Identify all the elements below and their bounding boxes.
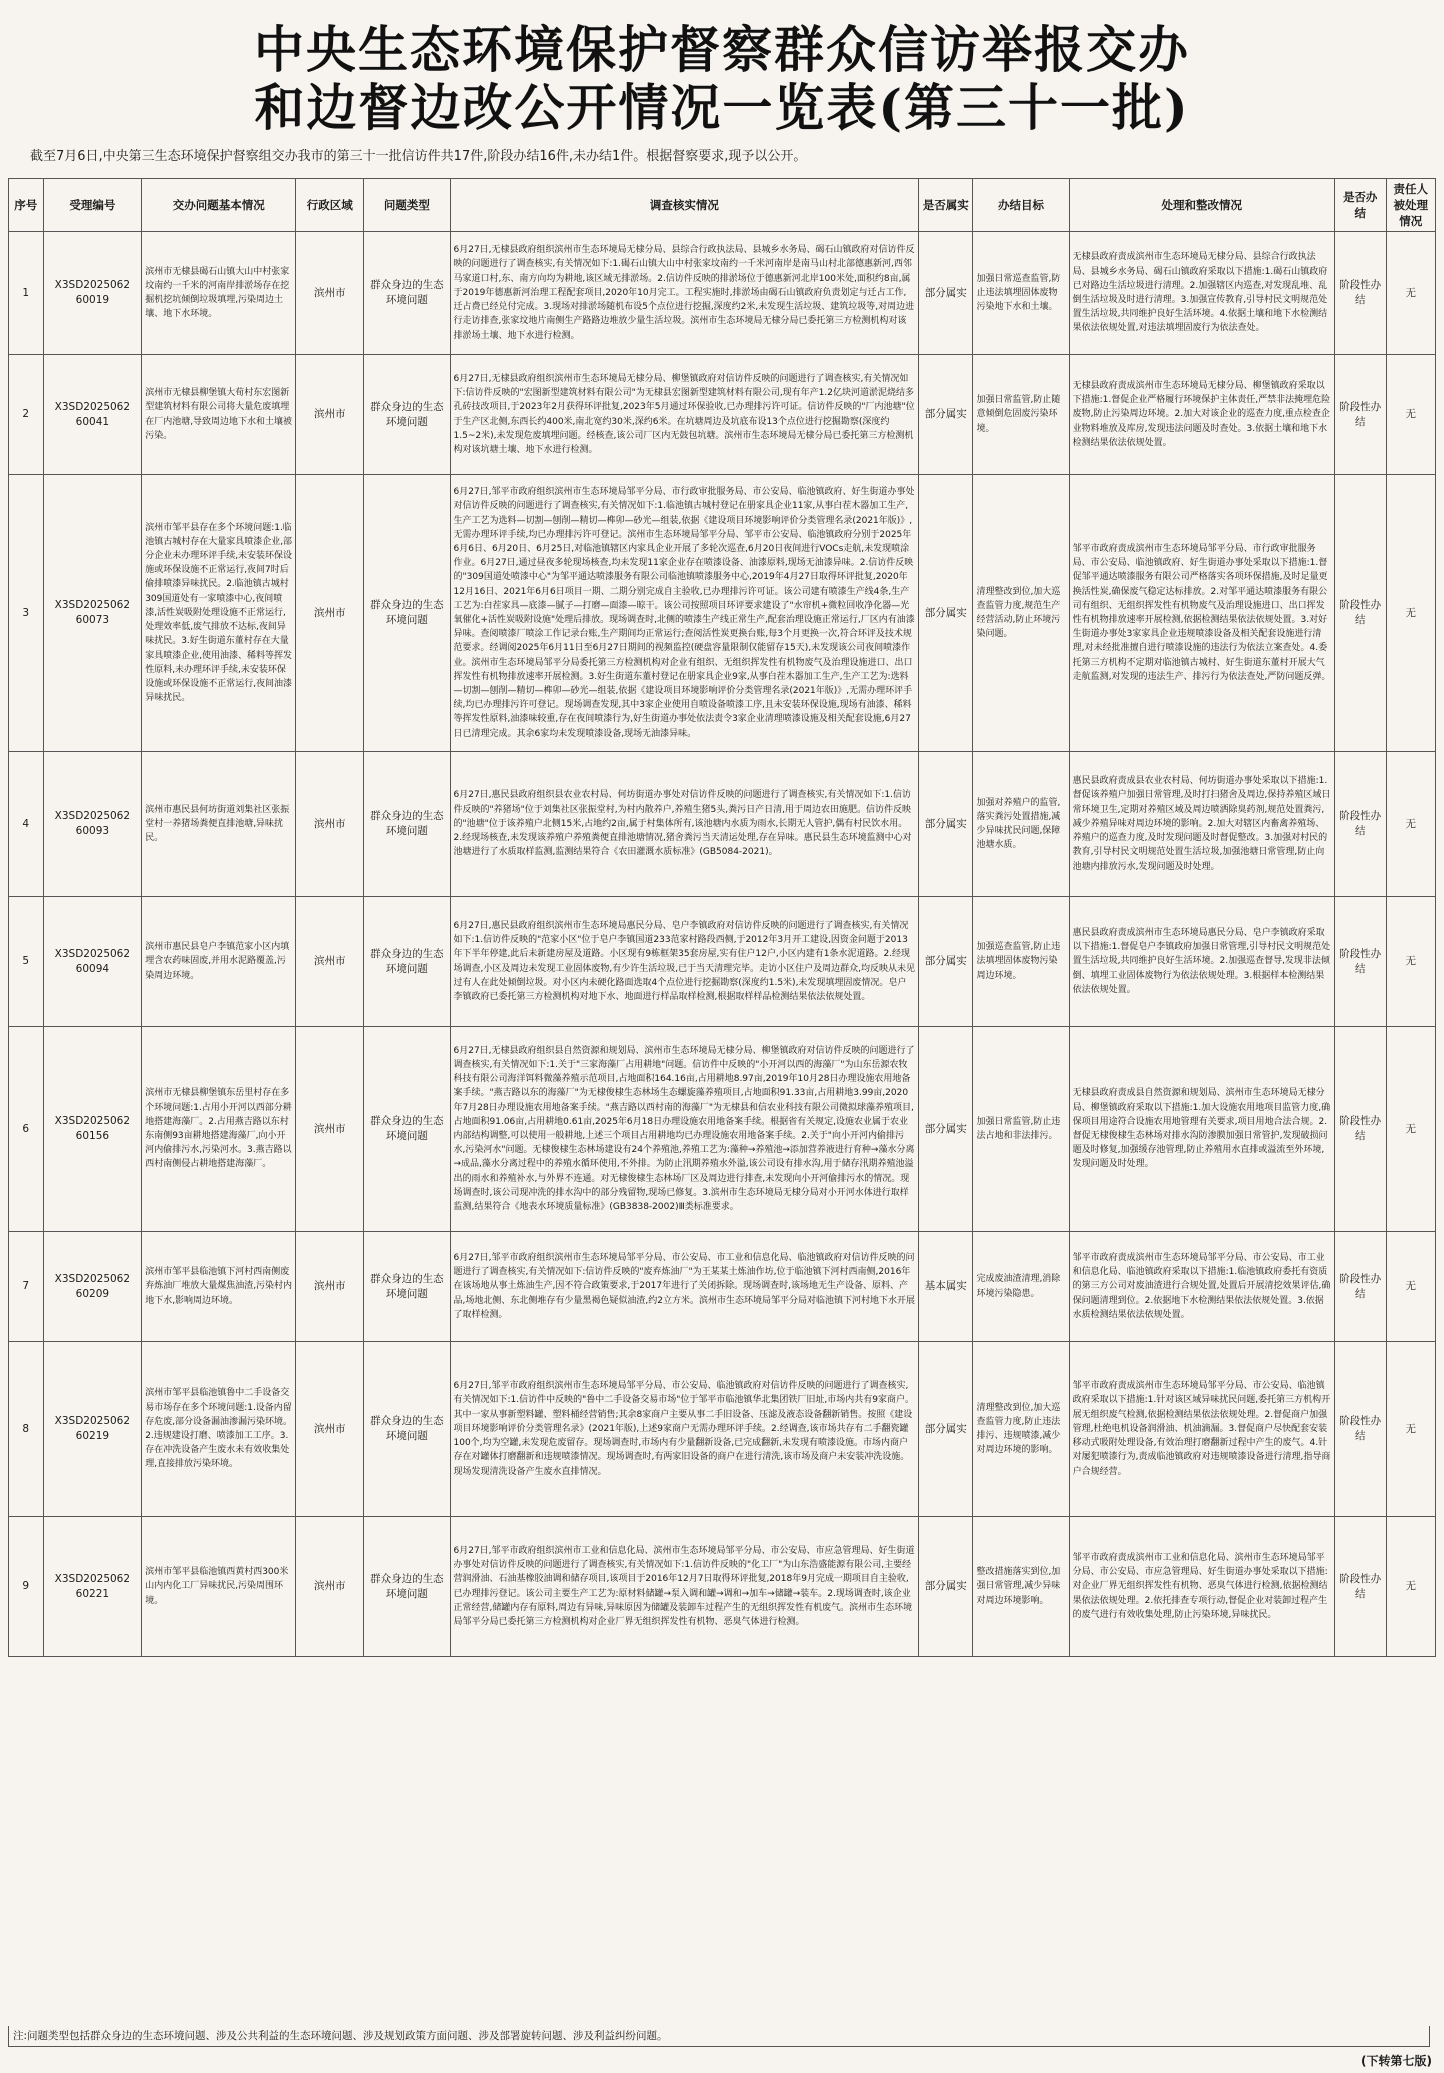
- header-type: 问题类型: [364, 179, 450, 232]
- cell-id: X3SD2025062 60093: [43, 752, 142, 897]
- cell-true: 部分属实: [919, 1342, 973, 1517]
- cell-no: 6: [9, 1027, 44, 1232]
- cell-basic: 滨州市惠民县皂户李镇范家小区内填埋含农药味固废,并用水泥路覆盖,污染周边环境。: [142, 897, 296, 1027]
- cell-punish: 无: [1386, 1027, 1435, 1232]
- cell-type: 群众身边的生态环境问题: [364, 1232, 450, 1342]
- footnote: 注:问题类型包括群众身边的生态环境问题、涉及公共利益的生态环境问题、涉及规划政策方面问题、涉及部署旋转问题、涉及利益纠纷问题。: [8, 2026, 1430, 2047]
- cell-region: 滨州市: [296, 1027, 364, 1232]
- cell-basic: 滨州市无棣县柳堡镇东岳里村存在多个环境问题:1.占用小开河以西部分耕地搭建海藻厂。2.占用燕吉路以东村东南侧93亩耕地搭建海藻厂,向小开河内偷排污水,污染河水。3.燕吉路以西村南侧侵占耕地搭建海藻厂。: [142, 1027, 296, 1232]
- cell-goal: 完成废油渣清理,消除环境污染隐患。: [973, 1232, 1069, 1342]
- cell-true: 基本属实: [919, 1232, 973, 1342]
- cell-region: 滨州市: [296, 1342, 364, 1517]
- table-header-row: [9, 179, 1436, 232]
- cell-done: 阶段性办结: [1334, 475, 1386, 752]
- cell-region: 滨州市: [296, 355, 364, 475]
- cell-basic: 滨州市邹平县临池镇下河村西南侧废弃炼油厂堆放大量煤焦油渣,污染村内地下水,影响周边环境。: [142, 1232, 296, 1342]
- cell-id: X3SD2025062 60209: [43, 1232, 142, 1342]
- cell-rectify: 无棣县政府责成滨州市生态环境局无棣分局、柳堡镇政府采取以下措施:1.督促企业严格履行环境保护主体责任,严禁非法掩埋危险废物,防止污染周边环境。2.加大对该企业的巡查力度,重点检查企业物料堆放及库房,发现违法问题及时查处。3.依据土壤和地下水检测结果依法依规处置。: [1069, 355, 1334, 475]
- cell-id: X3SD2025062 60156: [43, 1027, 142, 1232]
- cell-punish: 无: [1386, 232, 1435, 355]
- cell-rectify: 邹平市政府责成滨州市生态环境局邹平分局、市行政审批服务局、市公安局、临池镇政府、好生街道办事处采取以下措施:1.督促邹平通达喷漆服务有限公司严格落实各项环保措施,及时足量更换活性炭,确保废气稳定达标排放。2.对邹平通达喷漆服务有限公司有组织、无组织挥发性有机物废气及治理设施进口、出口挥发性有机物排放速率开展检测,依据检测结果依法依规处置。3.对好生街道办事处3家家具企业违规喷漆设备及相关配套设施进行清理,对未经批准擅自进行喷漆设施的违法行为依法立案查处。4.委托第三方机构不定期对临池镇古城村、好生街道东董村开展大气走航监测,对发现的违法生产、排污行为依法查处,严防问题反弹。: [1069, 475, 1334, 752]
- cell-rectify: 邹平市政府责成滨州市工业和信息化局、滨州市生态环境局邹平分局、市公安局、市应急管理局、好生街道办事处采取以下措施:对企业厂界无组织挥发性有机物、恶臭气体进行检测,依据检测结果依法依规处理。2.依托排查专项行动,督促企业对装卸过程产生的废气进行有效收集处理,防止污染环境,异味扰民。: [1069, 1517, 1334, 1657]
- header-rectify: 处理和整改情况: [1069, 179, 1334, 232]
- table-row: [9, 1517, 1436, 1657]
- table-row: [9, 475, 1436, 752]
- cell-done: 阶段性办结: [1334, 1027, 1386, 1232]
- cell-basic: 滨州市无棣县柳堡镇大荀村东宏图新型建筑材料有限公司将大量危废填埋在厂内池塘,导致周边地下水和土壤被污染。: [142, 355, 296, 475]
- cell-true: 部分属实: [919, 752, 973, 897]
- cell-basic: 滨州市邹平县临池镇鲁中二手设备交易市场存在多个环境问题:1.设备内留存危废,部分设备漏油渗漏污染环境。2.违规建设打磨、喷漆加工工序。3.存在冲洗设备产生废水未有效收集处理,直接排放污染环境。: [142, 1342, 296, 1517]
- cell-no: 9: [9, 1517, 44, 1657]
- cell-rectify: 邹平市政府责成滨州市生态环境局邹平分局、市公安局、临池镇政府采取以下措施:1.针对该区域异味扰民问题,委托第三方机构开展无组织废气检测,依据检测结果依法依规处理。2.督促商户加强管理,杜绝电机设备润滑油、机油滴漏。3.督促商户尽快配套安装移动式吸附处理设备,有效治理打磨翻新过程中产生的废气。4.针对屡犯喷漆行为,责成临池镇政府对违规喷漆设备进行清理,指导商户合规经营。: [1069, 1342, 1334, 1517]
- cell-basic: 滨州市邹平县临池镇西黄村西300米山内内化工厂异味扰民,污染周围环境。: [142, 1517, 296, 1657]
- cell-done: 阶段性办结: [1334, 897, 1386, 1027]
- cell-investigation: 6月27日,邹平市政府组织滨州市工业和信息化局、滨州市生态环境局邹平分局、市公安局、市应急管理局、好生街道办事处对信访件反映的问题进行了调查核实,有关情况如下:1.信访件反映的"化工厂"为山东浩盛能源有限公司,主要经营润滑油、石油基橡胶油调和储存项目,该项目于2016年12月7日取得环评批复,2018年9月完成一期项目自主验收,已办理排污登记。该公司主要生产工艺为:原材料储罐→泵入调和罐→调和→加车→储罐→装车。2.现场调查时,该企业正常经营,储罐内存有原料,周边有异味,异味原因为储罐及装卸车过程产生的无组织挥发性有机废气。滨州市生态环境局邹平分局已委托第三方检测机构对企业厂界无组织挥发性有机物、恶臭气体进行检测。: [450, 1517, 919, 1657]
- cell-done: 阶段性办结: [1334, 752, 1386, 897]
- table-row: [9, 1027, 1436, 1232]
- table-row: [9, 897, 1436, 1027]
- cell-goal: 清理整改到位,加大巡查监管力度,规范生产经营活动,防止环境污染问题。: [973, 475, 1069, 752]
- cell-punish: 无: [1386, 1232, 1435, 1342]
- intro-paragraph: 截至7月6日,中央第三生态环境保护督察组交办我市的第三十一批信访件共17件,阶段办结16件,未办结1件。根据督察要求,现予以公开。: [30, 149, 807, 164]
- cell-true: 部分属实: [919, 355, 973, 475]
- cell-type: 群众身边的生态环境问题: [364, 1027, 450, 1232]
- cell-punish: 无: [1386, 897, 1435, 1027]
- table-row: [9, 232, 1436, 355]
- cell-basic: 滨州市无棣县碣石山镇大山中村张家坟南约一千米的河南岸排淤场存在挖掘机挖坑倾倒垃圾填埋,污染周边土壤、地下水环境。: [142, 232, 296, 355]
- cell-goal: 加强日常监管,防止违法占地和非法排污。: [973, 1027, 1069, 1232]
- petition-table: [8, 178, 1436, 1657]
- cell-id: X3SD2025062 60073: [43, 475, 142, 752]
- cell-region: 滨州市: [296, 475, 364, 752]
- page-title-line-1: 中央生态环境保护督察群众信访举报交办: [254, 20, 1190, 79]
- header-investigation: 调查核实情况: [450, 179, 919, 232]
- continued-label: (下转第七版): [1361, 2054, 1432, 2068]
- cell-rectify: 惠民县政府责成县农业农村局、何坊街道办事处采取以下措施:1.督促该养殖户加强日常管理,及时打扫猪舍及周边,保持养殖区域日常环境卫生,定期对养殖区域及周边喷洒除臭药剂,规范处置粪污,减少养殖异味对周边环境的影响。2.加大对辖区内畜禽养殖场、养殖户的巡查力度,及时发现问题及时督促整改。3.加强对村民的教育,引导村民文明规范处置生活垃圾,加强池塘日常管理,防止向池塘内排放污水,发现问题及时处理。: [1069, 752, 1334, 897]
- cell-region: 滨州市: [296, 1232, 364, 1342]
- cell-investigation: 6月27日,惠民县政府组织县农业农村局、何坊街道办事处对信访件反映的问题进行了调查核实,有关情况如下:1.信访件反映的"养猪场"位于刘集社区张振堂村,为村内散养户,养殖生猪5头,粪污日产日清,用于周边农田施肥。信访件反映的"池塘"位于该养殖户北侧15米,占地约2亩,属于村集体所有,该池塘内水质为雨水,长期无人管护,偶有村民饮水用。2.经现场核查,未发现该养殖户养殖粪便直排池塘情况,猪舍粪污当天清运处理,存在异味。惠民县生态环境监测中心对池塘进行了水质取样监测,监测结果符合《农田灌溉水质标准》(GB5084-2021)。: [450, 752, 919, 897]
- header-region: 行政区域: [296, 179, 364, 232]
- cell-type: 群众身边的生态环境问题: [364, 355, 450, 475]
- cell-no: 3: [9, 475, 44, 752]
- cell-region: 滨州市: [296, 752, 364, 897]
- cell-true: 部分属实: [919, 232, 973, 355]
- table-row: [9, 355, 1436, 475]
- cell-id: X3SD2025062 60094: [43, 897, 142, 1027]
- table-row: [9, 1342, 1436, 1517]
- header-basic: 交办问题基本情况: [142, 179, 296, 232]
- cell-id: X3SD2025062 60219: [43, 1342, 142, 1517]
- cell-basic: 滨州市邹平县存在多个环境问题:1.临池镇古城村存在大量家具喷漆企业,部分企业未办理环评手续,未安装环保设施或环保设施不正常运行,夜间7时后偷排喷漆异味扰民。2.临池镇古城村309国道处有一家喷漆中心,夜间喷漆,活性炭吸附处理设施不正常运行,处理效率低,废气排放不达标,夜间异味扰民。3.好生街道东董村存在大量家具喷漆企业,使用油漆、稀料等挥发性原料,未办理环评手续,未安装环保设施或环保设施不正常运行,夜间油漆异味扰民。: [142, 475, 296, 752]
- cell-done: 阶段性办结: [1334, 1232, 1386, 1342]
- cell-investigation: 6月27日,邹平市政府组织滨州市生态环境局邹平分局、市行政审批服务局、市公安局、临池镇政府、好生街道办事处对信访件反映的问题进行了调查核实,有关情况如下:1.临池镇古城村登记在册家具企业11家,从事白茬木器加工生产,生产工艺为选料—切割—刨削—精切—榫卯—砂光—组装,依据《建设项目环境影响评价分类管理名录(2021年版)》,无需办理环评手续,均已办理排污许可登记。滨州市生态环境局邹平分局、邹平市公安局、临池镇政府分别于2025年6月6日、6月20日、6月25日,对临池镇辖区内家具企业开展了多轮次巡查,6月20日夜间进行VOCs走航,未发现喷涂作业。6月27日,通过昼夜多轮现场核查,均未发现11家企业存在喷漆设备、油漆原料,现场无油漆异味。2.信访件反映的"309国道处喷漆中心"为邹平通达喷漆服务有限公司临池镇喷漆服务中心,2019年4月27日取得环评批复,2020年12月16日、2021年6月6日项目一期、二期分别完成自主验收,已办理排污许可证。该公司建有喷漆生产线4条,生产工艺为:白茬家具—底漆—腻子—打磨—面漆—晾干。该公司按照项目环评要求建设了"水帘机+微粒回收净化器—光氧催化+活性炭吸附设施"处理后排放。现场调查时,北侧的喷漆生产线正常生产,配套治理设施正常运行,厂区内有油漆异味。查阅喷漆厂喷涂工作记录台账,生产期间均正常运行;查阅活性炭更换台账,每3个月更换一次,符合环评及技术规范要求。经调阅2025年6月11日至6月27日期间的视频监控(硬盘容量限制仅能留存15天),未发现该公司夜间喷漆作业。滨州市生态环境局邹平分局委托第三方检测机构对企业有组织、无组织挥发性有机物废气及治理设施进口、出口挥发性有机物排放速率开展检测。3.好生街道东董村登记在册家具企业9家,从事白茬木器加工生产,生产工艺为:选料—切割—刨削—精切—榫卯—砂光—组装,依据《建设项目环境影响评价分类管理名录(2021年版)》,无需办理环评手续,均已办理排污许可登记。现场调查发现,其中3家企业使用自喷设备喷漆工序,且未安装环保设施,现场有油漆、稀料等挥发性原料,油漆味较重,存在夜间喷漆行为,好生街道办事处依法责令3家企业清理喷漆设施及相关配套设施,6月27日已清理完成。其余6家均未发现喷漆设备,现场无油漆异味。: [450, 475, 919, 752]
- cell-no: 1: [9, 232, 44, 355]
- cell-done: 阶段性办结: [1334, 232, 1386, 355]
- cell-type: 群众身边的生态环境问题: [364, 752, 450, 897]
- cell-id: X3SD2025062 60221: [43, 1517, 142, 1657]
- cell-punish: 无: [1386, 1342, 1435, 1517]
- cell-region: 滨州市: [296, 897, 364, 1027]
- cell-true: 部分属实: [919, 475, 973, 752]
- cell-type: 群众身边的生态环境问题: [364, 1517, 450, 1657]
- cell-rectify: 无棣县政府责成滨州市生态环境局无棣分局、县综合行政执法局、县城乡水务局、碣石山镇政府采取以下措施:1.碣石山镇政府已对路边生活垃圾进行清理。2.加强辖区内巡查,对发现乱堆、乱倒生活垃圾及时进行清理。3.加强宣传教育,引导村民文明规范处置生活垃圾,共同维护良好生活环境。4.依据土壤和地下水检测结果依法依规处置,对违法填埋固废行为依法查处。: [1069, 232, 1334, 355]
- cell-done: 阶段性办结: [1334, 355, 1386, 475]
- cell-type: 群众身边的生态环境问题: [364, 897, 450, 1027]
- cell-done: 阶段性办结: [1334, 1517, 1386, 1657]
- cell-id: X3SD2025062 60019: [43, 232, 142, 355]
- cell-investigation: 6月27日,邹平市政府组织滨州市生态环境局邹平分局、市公安局、市工业和信息化局、临池镇政府对信访件反映的问题进行了调查核实,有关情况如下:信访件反映的"废弃炼油厂"为王某某土炼油作坊,位于临池镇下河村西南侧,2016年在该场地从事土炼油生产,因不符合政策要求,于2017年进行了关闭拆除。现场调查时,该场地无生产设备、原料、产品,场地北侧、东北侧堆存有少量黑褐色疑似油渣,约2立方米。滨州市生态环境局邹平分局对临池镇下河村地下水开展了取样检测。: [450, 1232, 919, 1342]
- header-punish: 责任人被处理情况: [1386, 179, 1435, 232]
- cell-goal: 加强日常监管,防止随意倾倒危固废污染环境。: [973, 355, 1069, 475]
- cell-true: 部分属实: [919, 1517, 973, 1657]
- cell-type: 群众身边的生态环境问题: [364, 475, 450, 752]
- cell-rectify: 邹平市政府责成滨州市生态环境局邹平分局、市公安局、市工业和信息化局、临池镇政府采取以下措施:1.临池镇政府委托有资质的第三方公司对废油渣进行合规处置,处置后开展清挖效果评估,确保问题清理到位。2.依据地下水检测结果依法依规处置。3.依据水质检测结果依法依规处置。: [1069, 1232, 1334, 1342]
- cell-no: 8: [9, 1342, 44, 1517]
- cell-rectify: 无棣县政府责成县自然资源和规划局、滨州市生态环境局无棣分局、柳堡镇政府采取以下措施:1.加大设施农用地项目监管力度,确保项目用途符合设施农用地管理有关要求,项目用地合法合规。2.督促无棣俊棣生态林场对排水沟防渗膜加强日常管护,发现破损问题及时修复,加强缓存池管理,防止养殖用水直排或溢流至外环境,发现问题及时处理。: [1069, 1027, 1334, 1232]
- cell-investigation: 6月27日,无棣县政府组织滨州市生态环境局无棣分局、柳堡镇政府对信访件反映的问题进行了调查核实,有关情况如下:信访件反映的"宏图新型建筑材料有限公司"为无棣县宏图新型建筑材料有限公司,现有年产1.2亿块河道淤泥烧结多孔砖技改项目,于2023年2月获得环评批复,2023年5月通过环保验收,已办理排污许可证。信访件反映的"厂内池塘"位于生产区北侧,东西长约400米,南北宽约30米,深约6米。在坑塘周边及坑底布设13个点位进行挖掘勘察(深度约1.5~2米),未发现危废填埋问题。经核查,该公司厂区内无鼓包坑塘。滨州市生态环境局无棣分局已委托第三方检测机构对该坑塘土壤、地下水进行检测。: [450, 355, 919, 475]
- page-title-line-2: 和边督边改公开情况一览表(第三十一批): [254, 78, 1190, 137]
- table-row: [9, 752, 1436, 897]
- cell-investigation: 6月27日,惠民县政府组织滨州市生态环境局惠民分局、皂户李镇政府对信访件反映的问题进行了调查核实,有关情况如下:1.信访件反映的"范家小区"位于皂户李镇国道233范家村路段西侧,于2012年3月开工建设,因资金问题于2013年下半年停建,此后未新建房屋及道路。小区现有9栋框架35套房屋,实有住户12户,小区内建有1条水泥道路。2.经现场调查,小区及周边未发现工业固体废物,有少许生活垃圾,已于当天清理完毕。走访小区住户及周边群众,均反映从未见过有人在此处倾倒垃圾。对小区内未硬化路面选取4个点位进行挖掘勘察(深度约1.5米),未发现填埋固废情况。皂户李镇政府已委托第三方检测机构对地下水、地面进行样品取样检测,根据取样样品检测结果依法依规处置。: [450, 897, 919, 1027]
- cell-no: 2: [9, 355, 44, 475]
- cell-true: 部分属实: [919, 1027, 973, 1232]
- cell-id: X3SD2025062 60041: [43, 355, 142, 475]
- header-id: 受理编号: [43, 179, 142, 232]
- cell-done: 阶段性办结: [1334, 1342, 1386, 1517]
- cell-no: 4: [9, 752, 44, 897]
- cell-goal: 加强巡查监管,防止违法填埋固体废物污染周边环境。: [973, 897, 1069, 1027]
- cell-goal: 加强对养殖户的监管,落实粪污处置措施,减少异味扰民问题,保障池塘水质。: [973, 752, 1069, 897]
- cell-punish: 无: [1386, 475, 1435, 752]
- cell-investigation: 6月27日,无棣县政府组织滨州市生态环境局无棣分局、县综合行政执法局、县城乡水务局、碣石山镇政府对信访件反映的问题进行了调查核实,有关情况如下:1.碣石山镇大山中村张家坟南约一千米河南岸是南马山村北部德惠新河,西邻马家道口村,东、南方向均为耕地,该区域无排淤场。2.信访件反映的排淤场位于德惠新河北岸100米处,面积约8亩,属于2019年德惠新河治理工程配套项目,2020年10月完工。工程实施时,排淤场由碣石山镇政府负责划定与迁占工作,迁占费已经兑付完成。3.现场对排淤场随机布设5个点位进行挖掘,深度约2米,未发现生活垃圾、建筑垃圾等,对周边进行走访排查,张家坟地片南侧生产路路边堆放少量生活垃圾。滨州市生态环境局无棣分局已委托第三方检测机构对该排淤场土壤、地下水进行检测。: [450, 232, 919, 355]
- cell-punish: 无: [1386, 355, 1435, 475]
- table-row: [9, 1232, 1436, 1342]
- cell-type: 群众身边的生态环境问题: [364, 1342, 450, 1517]
- cell-rectify: 惠民县政府责成滨州市生态环境局惠民分局、皂户李镇政府采取以下措施:1.督促皂户李镇政府加强日常管理,引导村民文明规范处置生活垃圾,共同维护良好生活环境。2.加强巡查督导,发现非法倾倒、填埋工业固体废物行为依法依规处理。3.根据样本检测结果依法依规处置。: [1069, 897, 1334, 1027]
- cell-goal: 加强日常巡查监管,防止违法填埋固体废物污染地下水和土壤。: [973, 232, 1069, 355]
- cell-goal: 清理整改到位,加大巡查监管力度,防止违法排污、违规喷漆,减少对周边环境的影响。: [973, 1342, 1069, 1517]
- header-true: 是否属实: [919, 179, 973, 232]
- cell-type: 群众身边的生态环境问题: [364, 232, 450, 355]
- cell-punish: 无: [1386, 752, 1435, 897]
- cell-basic: 滨州市惠民县何坊街道刘集社区张振堂村一养猪场粪便直排池塘,异味扰民。: [142, 752, 296, 897]
- cell-goal: 整改措施落实到位,加强日常管理,减少异味对周边环境影响。: [973, 1517, 1069, 1657]
- header-goal: 办结目标: [973, 179, 1069, 232]
- cell-investigation: 6月27日,邹平市政府组织滨州市生态环境局邹平分局、市公安局、临池镇政府对信访件反映的问题进行了调查核实,有关情况如下:1.信访件中反映的"鲁中二手设备交易市场"位于邹平市临池镇华北集团铁厂旧址,市场内共有9家商户。其中一家从事新塑料罐、塑料桶经营销售;其余8家商户主要从事二手旧设备、压滤及液态设备翻新销售。按照《建设项目环境影响评价分类管理名录》(2021年版),上述9家商户无需办理环评手续。2.经调查,该市场共存有二手翻瓷罐100个,均为空罐,未发现危废留存。现场调查时,市场内有少量翻新设备,已完成翻新,未发现有喷漆设施。市场内商户存在对罐体打磨翻新和违规喷漆情况。现场调查时,有两家旧设备的商户在进行清洗,该市场及商户未安装冲洗设施。现场发现清洗设备产生废水直排情况。: [450, 1342, 919, 1517]
- cell-no: 5: [9, 897, 44, 1027]
- cell-no: 7: [9, 1232, 44, 1342]
- cell-region: 滨州市: [296, 232, 364, 355]
- header-done: 是否办结: [1334, 179, 1386, 232]
- cell-region: 滨州市: [296, 1517, 364, 1657]
- cell-punish: 无: [1386, 1517, 1435, 1657]
- cell-investigation: 6月27日,无棣县政府组织县自然资源和规划局、滨州市生态环境局无棣分局、柳堡镇政府对信访件反映的问题进行了调查核实,有关情况如下:1.关于"三家海藻厂占用耕地"问题。信访件中反映的"小开河以西的海藻厂"为山东岳源农牧科技有限公司海洋饵料微藻养殖示范项目,占地面积164.16亩,占用耕地8.97亩,2019年10月28日办理设施农用地备案手续。"燕吉路以东的海藻厂"为无棣俊棣生态林场生态螺旋藻养殖项目,占地面积91.33亩,占用耕地3.99亩,2020年7月28日办理设施农用地备案手续。"燕吉路以西村南的海藻厂"为无棣县和信农业科技有限公司微拟球藻养殖项目,占地面积91.06亩,占用耕地0.61亩,2025年6月18日办理设施农用地备案手续。根据省有关规定,设施农业属于农业内部结构调整,可以使用一般耕地,上述三个项目占用耕地均已办理设施农用地备案手续。2.关于"向小开河内偷排污水,污染河水"问题。无棣俊棣生态林场建设有24个养殖池,养殖工艺为:藻种→养殖池→添加营养液进行育种→藻水分离→成品,藻水分离过程中的养殖水循环使用,不外排。为防止汛期养殖水外溢,该公司设有排水沟,用于储存汛期养殖池溢出的雨水和养殖补水,与外界不连通。对无棣俊棣生态林场厂区及周边进行排查,未发现向小开河偷排污水的情况。现场调查时,该公司现冲洗的排水沟中的部分残留物,现场已修复。3.滨州市生态环境局无棣分局对小开河水体进行取样监测,结果符合《地表水环境质量标准》(GB3838-2002)Ⅲ类标准要求。: [450, 1027, 919, 1232]
- cell-true: 部分属实: [919, 897, 973, 1027]
- header-no: 序号: [9, 179, 44, 232]
